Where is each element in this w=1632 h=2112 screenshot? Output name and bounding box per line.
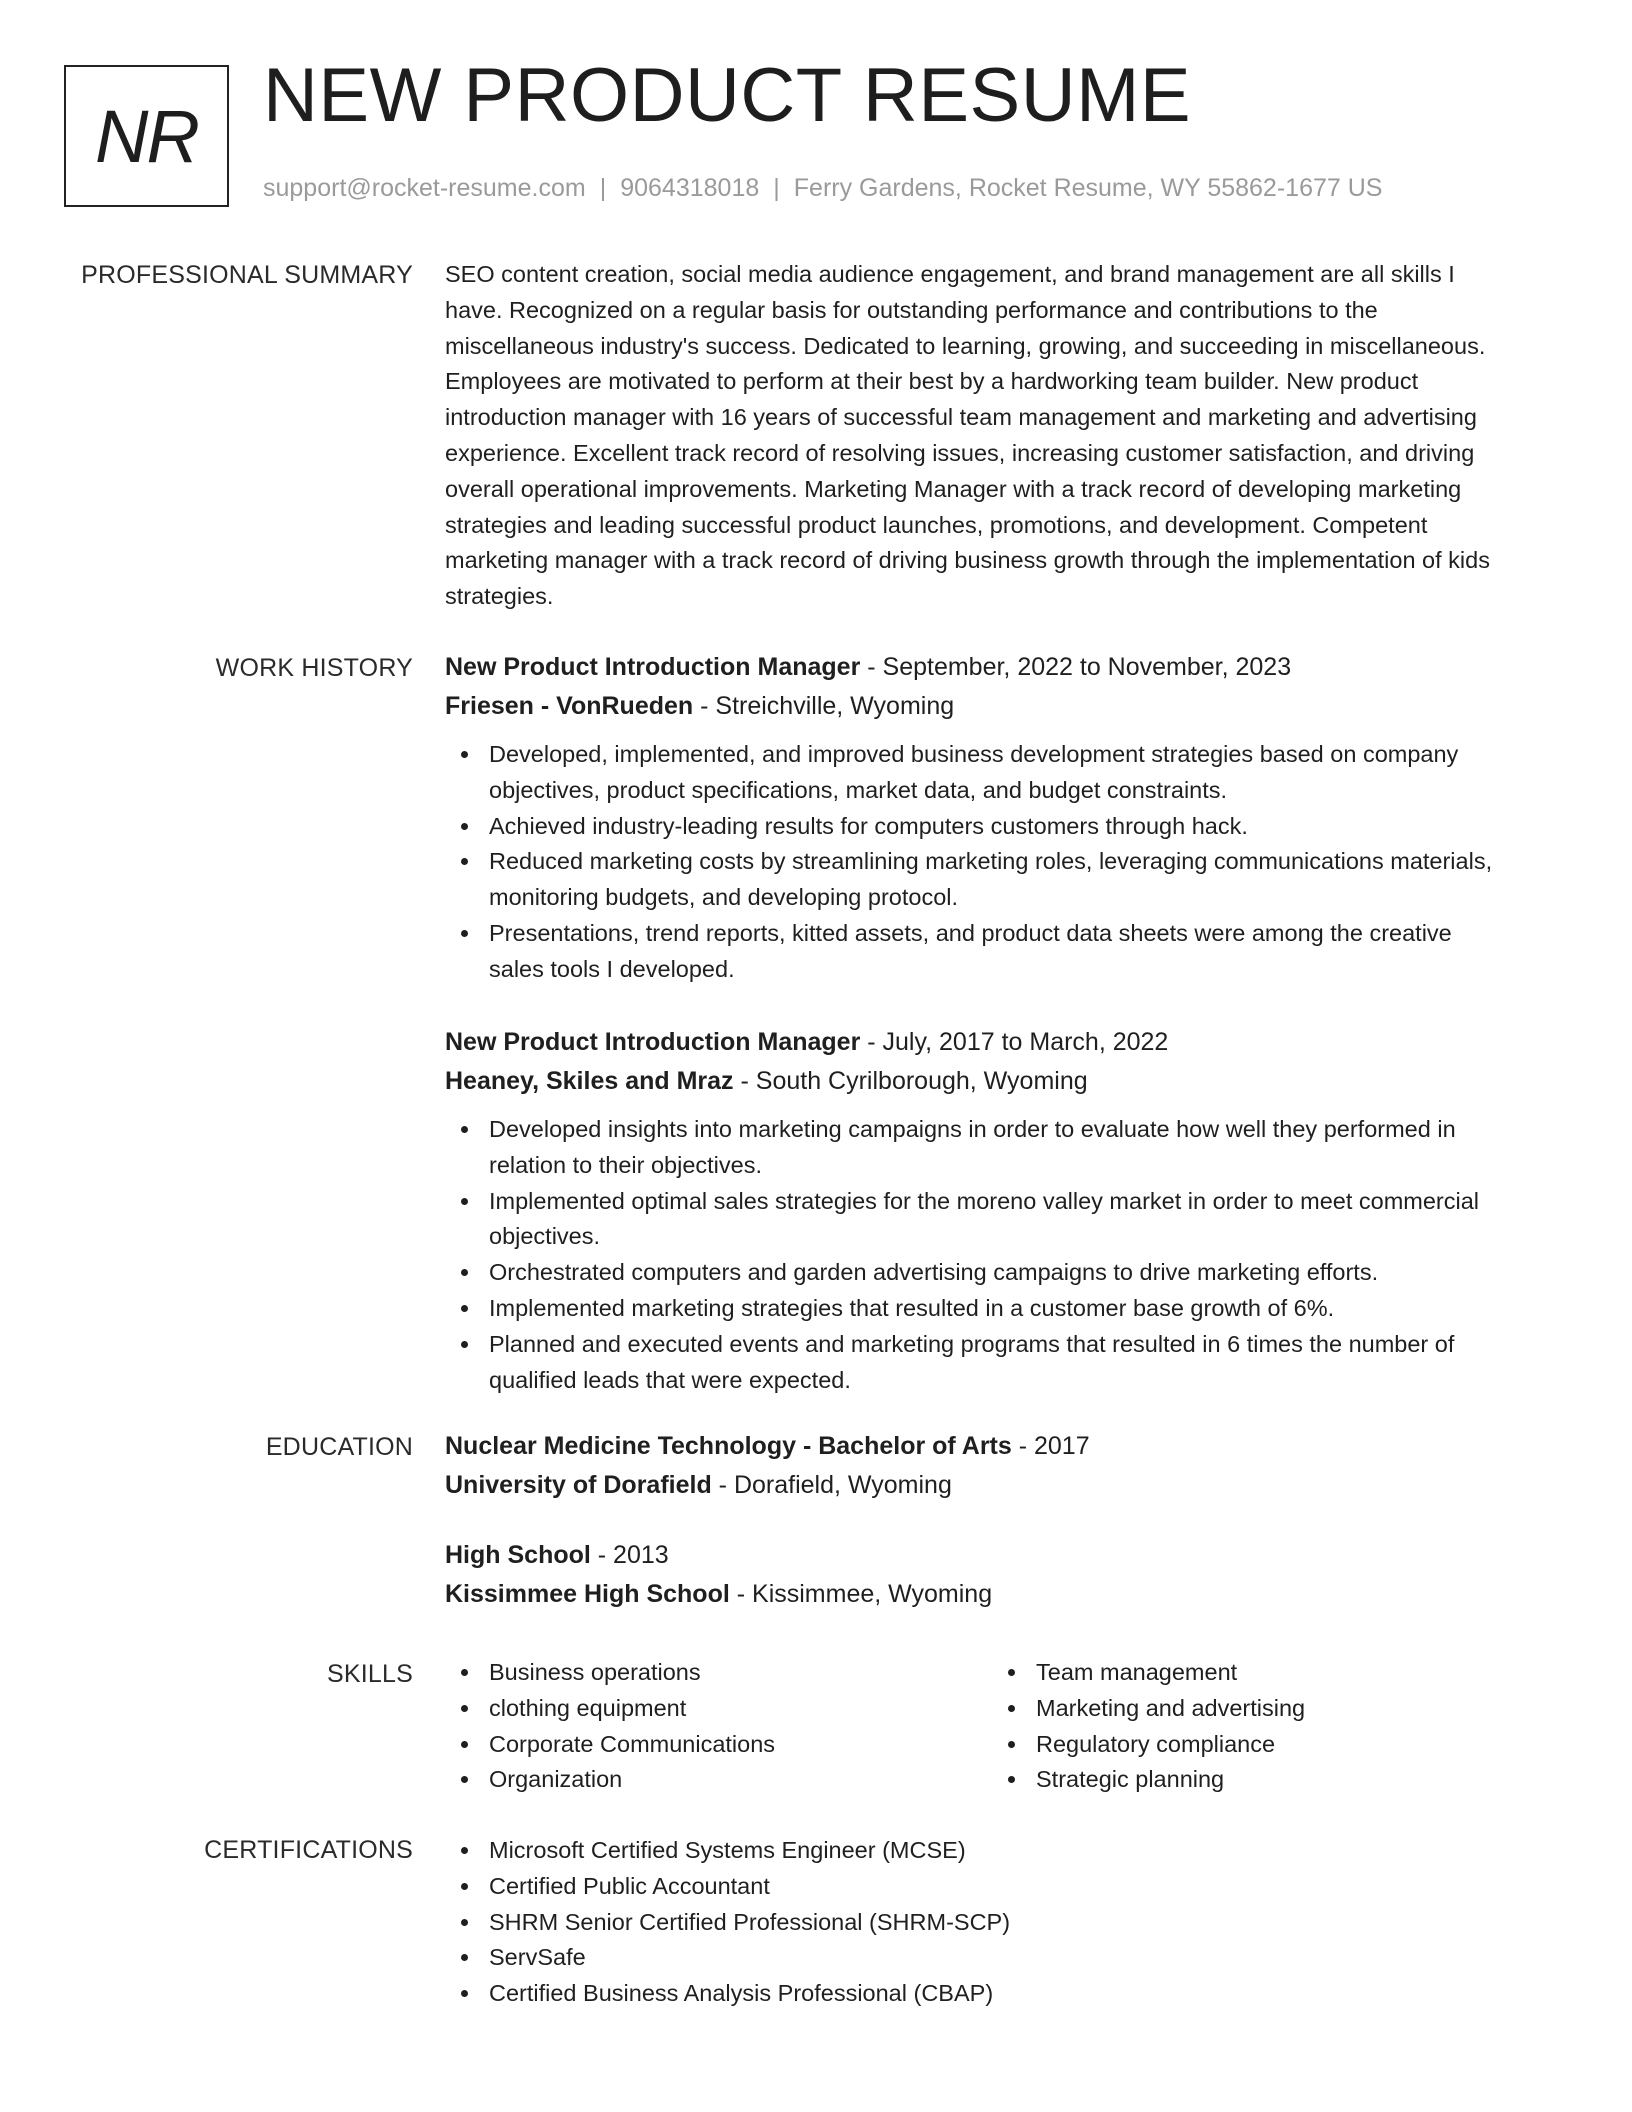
job-company-line (445, 694, 1565, 719)
job-title-line (445, 655, 1565, 680)
certification-item: ServSafe (445, 1940, 1565, 1976)
summary-line: introduction manager with 16 years of successful team management and marketing and advertising (445, 404, 1477, 431)
summary-line: strategies. (445, 583, 554, 610)
job-bullet: Implemented optimal sales strategies for the moreno valley market in order to meet commercial objectives. (445, 1184, 1565, 1256)
job-bullet: Developed, implemented, and improved business development strategies based on company objectives, product specifications, market data, and budget constraints. (445, 737, 1565, 809)
skill-item: Strategic planning (992, 1762, 1539, 1798)
job-company-line (445, 1069, 1565, 1094)
section-heading-education: EDUCATION (265, 1433, 413, 1461)
job-bullet: Implemented marketing strategies that resulted in a customer base growth of 6%. (445, 1291, 1565, 1327)
skill-item: Organization (445, 1762, 992, 1798)
job-dates: - September, 2022 to November, 2023 (860, 653, 1292, 681)
section-heading-skills: SKILLS (327, 1660, 413, 1688)
job-company: Friesen - VonRueden (445, 692, 694, 720)
job-bullet: Reduced marketing costs by streamlining marketing roles, leveraging communications materials, monitoring budgets, and developing protocol. (445, 844, 1565, 916)
education-school: Kissimmee High School (445, 1580, 730, 1608)
certification-item: SHRM Senior Certified Professional (SHRM-SCP) (445, 1905, 1565, 1941)
skill-item: Marketing and advertising (992, 1691, 1539, 1727)
monogram-box (64, 65, 229, 207)
job-entry (445, 1030, 1565, 1398)
skill-item: Corporate Communications (445, 1727, 992, 1763)
skill-item: Regulatory compliance (992, 1727, 1539, 1763)
certification-item: Certified Public Accountant (445, 1869, 1565, 1905)
summary-line: strategies and leading successful product launches, promotions, and development. Competent (445, 511, 1428, 538)
summary-line: have. Recognized on a regular basis for outstanding performance and contributions to the (445, 296, 1378, 323)
job-title: New Product Introduction Manager (445, 1028, 861, 1056)
certification-item: Certified Business Analysis Professional (CBAP) (445, 1976, 1565, 2012)
job-bullet: Presentations, trend reports, kitted assets, and product data sheets were among the creative sales tools I developed. (445, 916, 1565, 988)
job-title: New Product Introduction Manager (445, 653, 861, 681)
education-school-line (445, 1582, 1565, 1607)
education-school: University of Dorafield (445, 1471, 712, 1499)
summary-line: Employees are motivated to perform at their best by a hardworking team builder. New product (445, 368, 1419, 395)
summary-line: marketing manager with a track record of driving business growth through the implementation of kids (445, 547, 1490, 574)
education-degree-line (445, 1543, 1565, 1568)
summary-text (445, 257, 1565, 615)
summary-line: experience. Excellent track record of resolving issues, increasing customer satisfaction, and driving (445, 439, 1475, 466)
education-degree: Nuclear Medicine Technology - Bachelor of Arts (445, 1432, 1012, 1460)
section-heading-summary: PROFESSIONAL SUMMARY (81, 261, 413, 289)
job-dates: - July, 2017 to March, 2022 (860, 1028, 1169, 1056)
skill-item: Team management (992, 1655, 1539, 1691)
job-location: - Streichville, Wyoming (693, 692, 955, 720)
education-year: - 2017 (1011, 1432, 1090, 1460)
monogram-initials: NR (95, 94, 198, 178)
skills-list-right (992, 1655, 1539, 1798)
job-entry (445, 655, 1565, 988)
job-bullets (445, 737, 1565, 988)
education-degree-line (445, 1434, 1565, 1459)
skill-item: clothing equipment (445, 1691, 992, 1727)
contact-separator: | (599, 174, 607, 202)
certification-item: Microsoft Certified Systems Engineer (MCSE) (445, 1833, 1565, 1869)
skills-columns (445, 1655, 1565, 1798)
contact-address: Ferry Gardens, Rocket Resume, WY 55862-1677 US (793, 174, 1383, 202)
summary-body (445, 257, 1565, 615)
education-school-line (445, 1473, 1565, 1498)
summary-line: overall operational improvements. Marketing Manager with a track record of developing marketing (445, 475, 1462, 502)
education-degree: High School (445, 1541, 591, 1569)
job-bullet: Orchestrated computers and garden advertising campaigns to drive marketing efforts. (445, 1255, 1565, 1291)
skills-body (445, 1655, 1565, 1798)
contact-email: support@rocket-resume.com (263, 174, 586, 202)
education-location: - Kissimmee, Wyoming (729, 1580, 993, 1608)
section-heading-work-history: WORK HISTORY (215, 654, 413, 682)
summary-line: SEO content creation, social media audience engagement, and brand management are all skills I (445, 261, 1455, 287)
job-bullet: Planned and executed events and marketing programs that resulted in 6 times the number of qualified leads that were expected. (445, 1327, 1565, 1399)
resume-name: NEW PRODUCT RESUME (263, 53, 1192, 138)
job-location: - South Cyrilborough, Wyoming (733, 1067, 1088, 1095)
skill-item: Business operations (445, 1655, 992, 1691)
contact-phone: 9064318018 (620, 174, 760, 202)
job-title-line (445, 1030, 1565, 1055)
skills-list-left (445, 1655, 992, 1798)
education-entry (445, 1543, 1565, 1607)
certifications-list (445, 1833, 1565, 2012)
education-year: - 2013 (590, 1541, 669, 1569)
job-bullet: Developed insights into marketing campaigns in order to evaluate how well they performed in relation to their objectives. (445, 1112, 1565, 1184)
education-entry (445, 1434, 1565, 1498)
section-heading-certifications: CERTIFICATIONS (204, 1836, 413, 1864)
summary-line: miscellaneous industry's success. Dedicated to learning, growing, and succeeding in miscellaneous. (445, 332, 1486, 359)
job-bullet: Achieved industry-leading results for computers customers through hack. (445, 809, 1565, 845)
education-location: - Dorafield, Wyoming (711, 1471, 952, 1499)
job-bullets (445, 1112, 1565, 1398)
certifications-body (445, 1833, 1565, 2012)
job-company: Heaney, Skiles and Mraz (445, 1067, 734, 1095)
contact-separator: | (773, 174, 780, 202)
contact-line (263, 176, 1382, 201)
